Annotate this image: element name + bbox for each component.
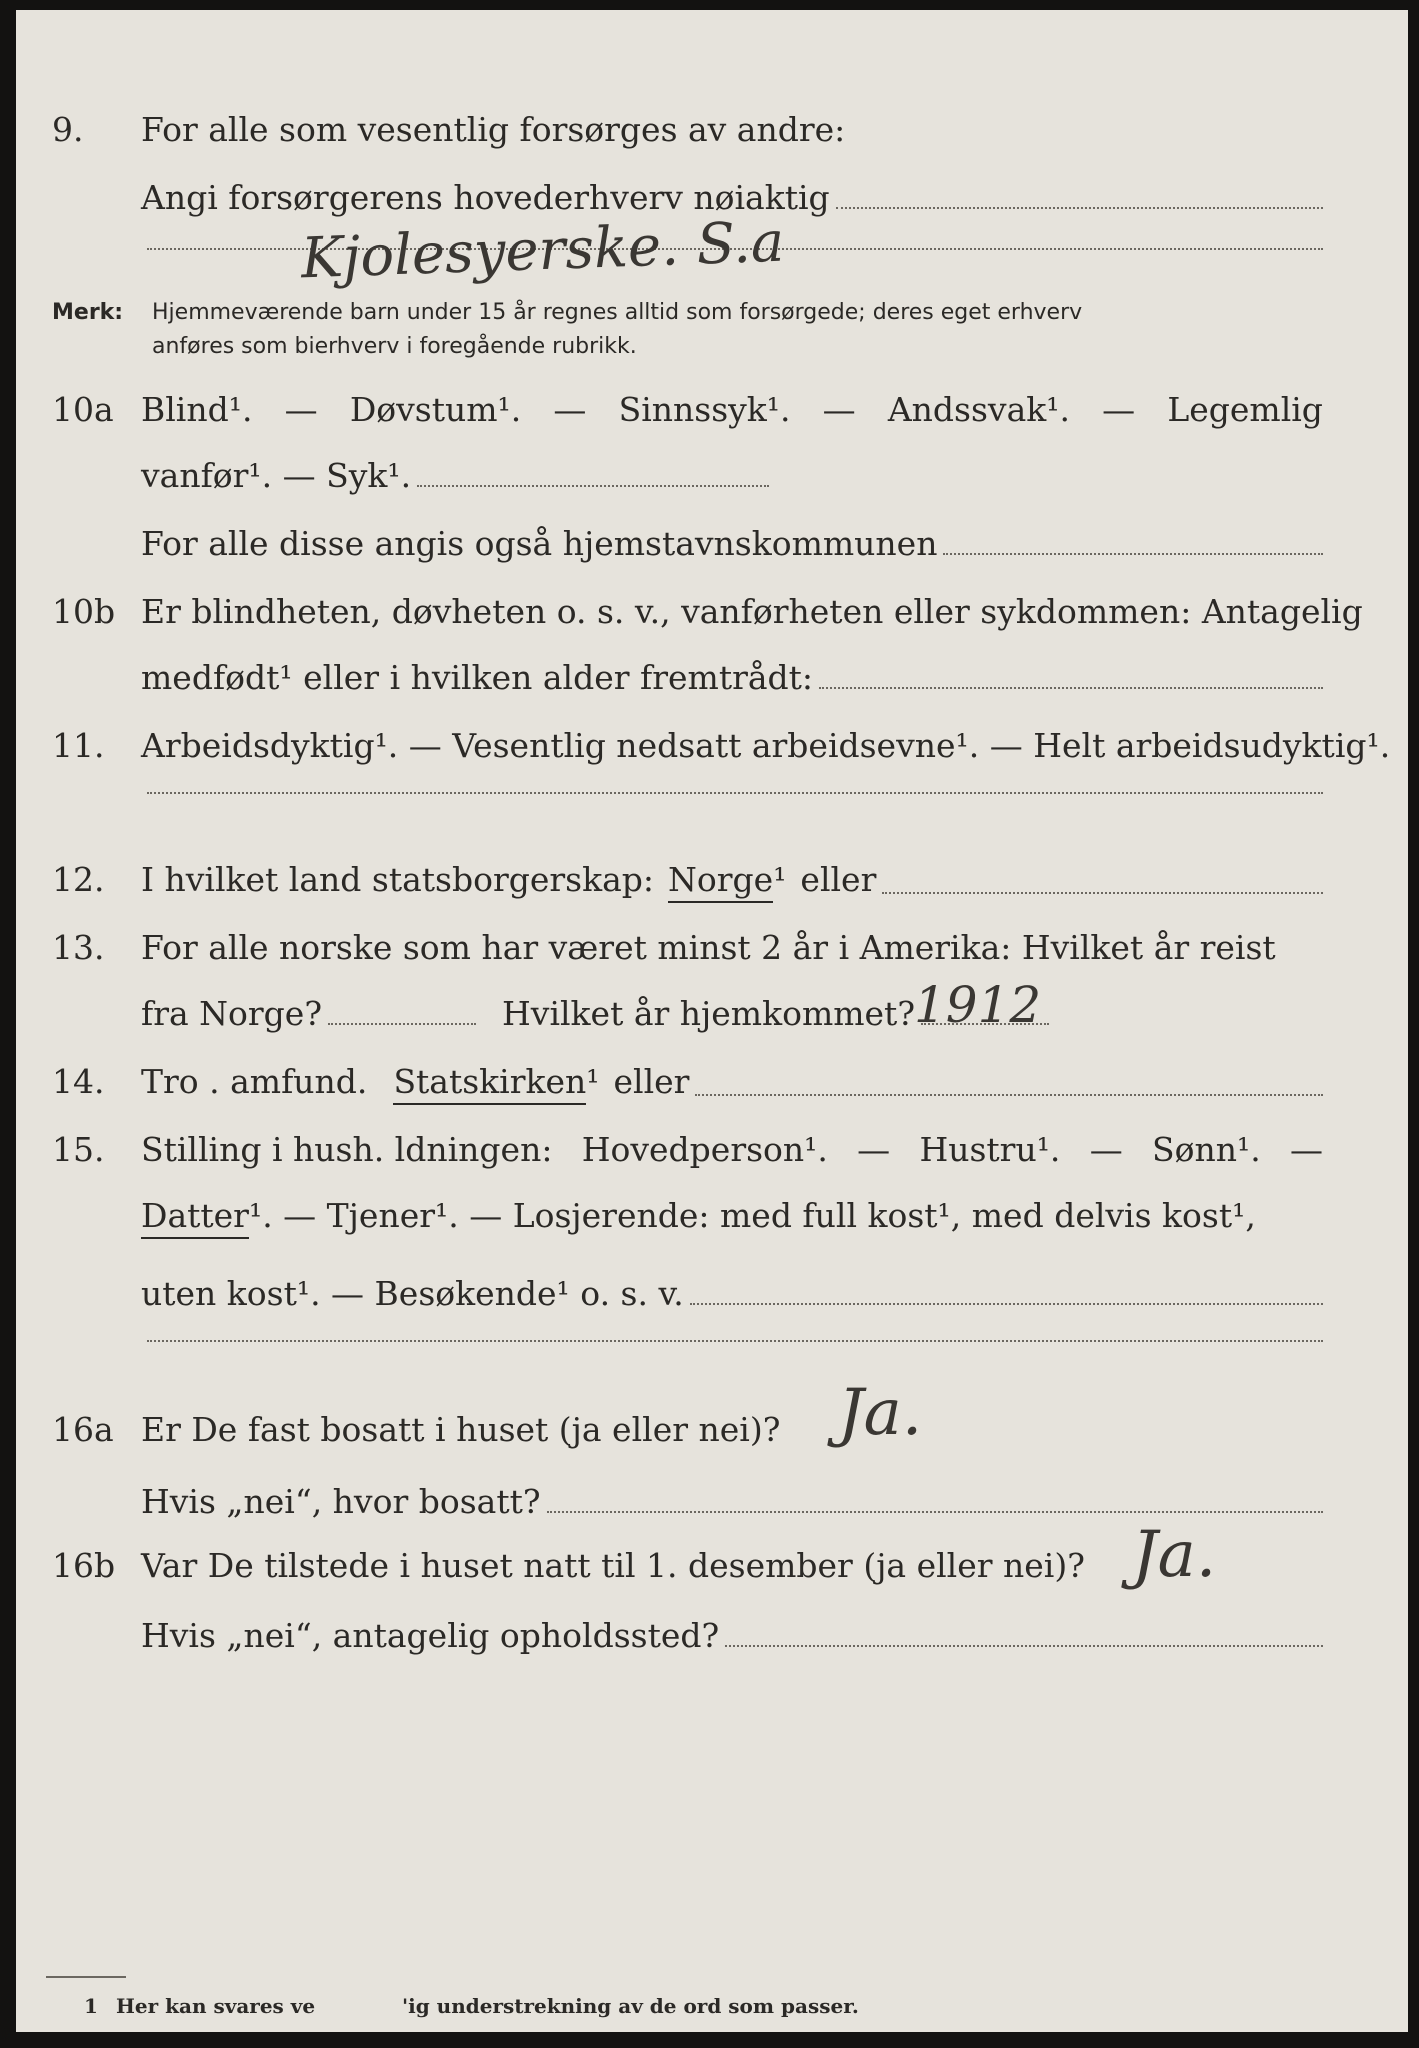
merk-label: Merk:	[52, 300, 124, 325]
q16b-fill-line[interactable]	[725, 1645, 1323, 1647]
q14-answer-statskirken: Statskirken	[393, 1062, 586, 1105]
q10a-opt-andssvak: Andssvak¹.	[887, 390, 1070, 429]
census-form-page: 9. For alle som vesentlig forsørges av andre: Angi forsørgerens hovederhverv nøiaktig Kjolesyerske. S.a Merk: Hjemmeværende barn under 15 år regnes alltid som forsørgede; deres eget erhverv anføres som bierhverv i foregående rubrikk. 10a Blind¹. — Døvstum¹. — Sinnssyk¹. — Andssvak¹. — Legemlig vanfør¹. — Syk¹. For alle disse angis også hjemstavnskommunen 10b Er blindheten, døvheten o. s. v., vanførheten eller sykdommen: Antagelig medfødt¹ eller i hvilken alder fremtrådt: 11. Arbeidsdyktig¹. — Vesentlig nedsatt arbeidsevne¹. — Helt arbeidsudyktig¹. 12. I hvilket land statsborgerskap: Norge ¹ eller 13. For alle norske som har været minst 2 år i Amerika: Hvilket år reist fra Norge? Hvilket år hjemkommet? 1912 14. Tro . amfund. Statskirken ¹ eller 15. Stilling i hush. ldningen: Hovedperson¹. — Hustru¹. — Sønn¹. — Datter ¹ . — Tjener¹. — Losjerende: med full kost¹, med delvis kost¹, uten kost¹. — Besøkende¹ o. s. v. 16a Er De fast bosatt i huset (ja eller nei)? Ja. Hvis „nei“, hvor bosatt? 16b Var De tilstede i huset natt til 1. desember (ja eller nei)? Ja. Hvis „nei“, antagelig opholdssted? 1 Her kan svares ve 'ig understrekning av de ord som passer.	[16, 10, 1408, 2032]
q14-fill-line[interactable]	[695, 1094, 1323, 1096]
q11-options: Arbeidsdyktig¹. — Vesentlig nedsatt arbeidsevne¹. — Helt arbeidsudyktig¹.	[141, 726, 1391, 765]
q10a-dash: —	[284, 390, 318, 429]
q10a-dash: —	[553, 390, 587, 429]
q9-question: For alle som vesentlig forsørges av andre:	[141, 110, 846, 149]
q9-fill-line[interactable]	[836, 207, 1323, 209]
footnote-text-a: Her kan svares ve	[116, 1994, 316, 2018]
q16b-hvis-nei: Hvis „nei“, antagelig opholdssted?	[141, 1616, 720, 1655]
q16a-handwritten-answer: Ja.	[838, 1376, 923, 1450]
q15-options-rest: . — Tjener¹. — Losjerende: med full kost¹, med delvis kost¹,	[262, 1196, 1256, 1235]
q15-uten-kost: uten kost¹. — Besøkende¹ o. s. v.	[141, 1274, 684, 1313]
q10a-opt-dovstum: Døvstum¹.	[349, 390, 522, 429]
q15-opt-hovedperson: Hovedperson¹.	[581, 1130, 828, 1169]
q10a-hjemstavn-fill-line[interactable]	[943, 553, 1323, 555]
q15-number: 15.	[52, 1130, 105, 1169]
q10a-opt-blind: Blind¹.	[141, 390, 253, 429]
q15-stilling: Stilling i hush. ldningen:	[141, 1130, 553, 1169]
q13-reist-fill-line[interactable]	[328, 1023, 476, 1025]
q16a-fill-line[interactable]	[547, 1511, 1323, 1513]
q15-opt-hustru: Hustru¹.	[919, 1130, 1061, 1169]
q11-fill-line[interactable]	[147, 792, 1323, 794]
q9-handwritten-answer: Kjolesyerske. S.a	[300, 209, 786, 292]
q11-number: 11.	[52, 726, 105, 765]
q9-number: 9.	[52, 110, 84, 149]
q16b-question: Var De tilstede i huset natt til 1. desember (ja eller nei)?	[141, 1546, 1085, 1585]
q16a-question: Er De fast bosatt i huset (ja eller nei)?	[141, 1410, 781, 1449]
footnote-mark: 1	[84, 1994, 98, 2018]
q12-eller: eller	[800, 860, 877, 899]
q15-opt-sonn: Sønn¹.	[1151, 1130, 1261, 1169]
merk-line-2: anføres som bierhverv i foregående rubrikk.	[152, 334, 637, 359]
q14-eller: eller	[613, 1062, 690, 1101]
q15-dash: —	[1089, 1130, 1123, 1169]
q10a-vanfor-syk: vanfør¹. — Syk¹.	[141, 456, 412, 495]
q10b-fill-line[interactable]	[819, 687, 1323, 689]
q14-number: 14.	[52, 1062, 105, 1101]
q10b-number: 10b	[52, 592, 116, 631]
q12-question: I hvilket land statsborgerskap:	[141, 860, 655, 899]
q13-handwritten-year: 1912	[914, 976, 1042, 1034]
q16a-hvis-nei: Hvis „nei“, hvor bosatt?	[141, 1482, 541, 1521]
q10a-syk-fill-line[interactable]	[417, 485, 769, 487]
q9-instruction: Angi forsørgerens hovederhverv nøiaktig	[141, 178, 830, 217]
q12-answer-norge: Norge	[668, 860, 773, 903]
q10a-hjemstavn: For alle disse angis også hjemstavnskommunen	[141, 524, 938, 563]
q15-answer-datter: Datter	[141, 1196, 249, 1239]
q16b-handwritten-answer: Ja.	[1132, 1518, 1217, 1592]
q15-extra-fill-line[interactable]	[147, 1340, 1323, 1342]
q14-trossamfund: Tro . amfund.	[141, 1062, 368, 1101]
q15-fill-line[interactable]	[690, 1303, 1323, 1305]
q13-question: For alle norske som har været minst 2 år i Amerika: Hvilket år reist	[141, 928, 1276, 967]
q13-hjemkommet: Hvilket år hjemkommet?	[502, 994, 916, 1033]
q13-number: 13.	[52, 928, 105, 967]
q15-dash: —	[1289, 1130, 1323, 1169]
merk-line-1: Hjemmeværende barn under 15 år regnes alltid som forsørgede; deres eget erhverv	[152, 300, 1083, 325]
q15-dash: —	[857, 1130, 891, 1169]
q16a-number: 16a	[52, 1410, 114, 1449]
q12-number: 12.	[52, 860, 105, 899]
q10a-dash: —	[1102, 390, 1136, 429]
footnote-rule	[46, 1976, 126, 1978]
footnote-text-b: 'ig understrekning av de ord som passer.	[402, 1994, 859, 2018]
q10b-question: Er blindheten, døvheten o. s. v., vanførheten eller sykdommen: Antagelig	[141, 592, 1363, 631]
q10a-number: 10a	[52, 390, 114, 429]
q13-reist: fra Norge?	[141, 994, 323, 1033]
q16b-number: 16b	[52, 1546, 116, 1585]
q10a-opt-sinnssyk: Sinnssyk¹.	[618, 390, 791, 429]
q10b-medfodt: medfødt¹ eller i hvilken alder fremtrådt:	[141, 658, 814, 697]
q12-fill-line[interactable]	[882, 892, 1323, 894]
q10a-opt-legemlig: Legemlig	[1167, 390, 1323, 429]
q10a-dash: —	[822, 390, 856, 429]
